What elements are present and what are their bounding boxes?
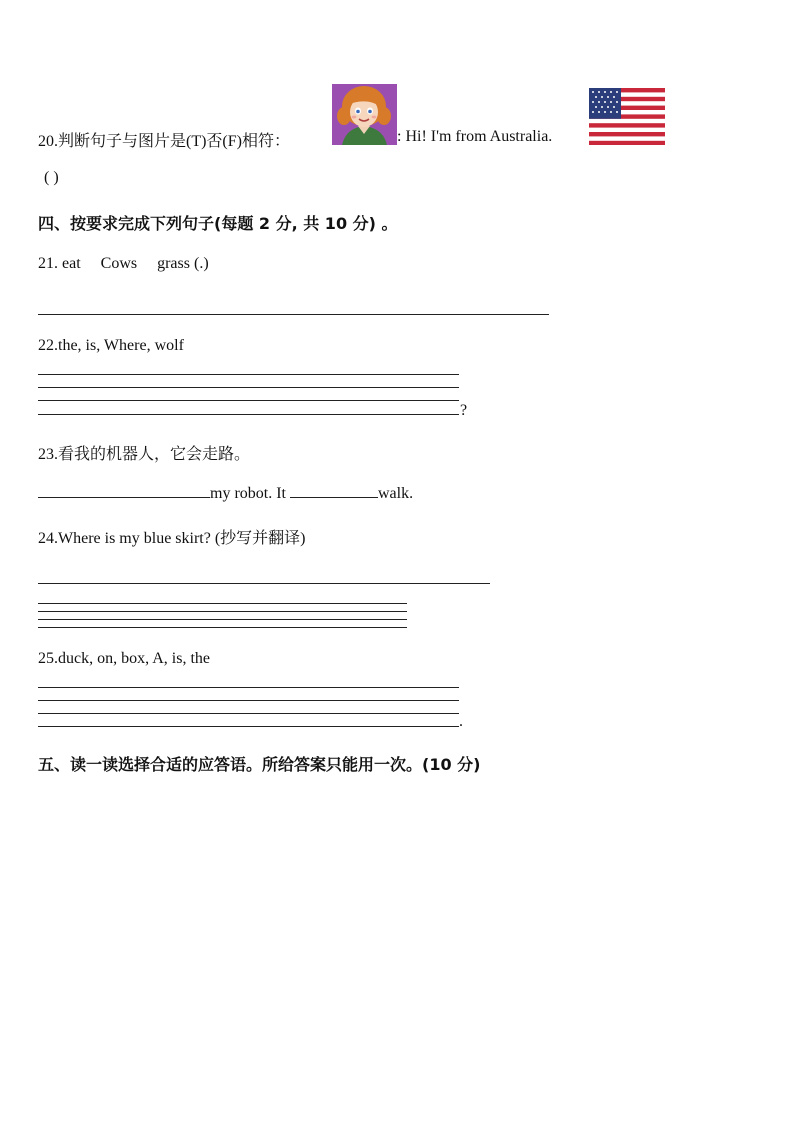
q23-blank-2[interactable]	[290, 483, 378, 498]
q25-writing-line-1[interactable]	[38, 687, 459, 688]
q25-period: .	[459, 713, 463, 730]
q25-writing-line-3[interactable]	[38, 713, 459, 714]
q22-writing-line-4[interactable]	[38, 414, 459, 415]
q20-answer-paren[interactable]: ( )	[44, 169, 59, 186]
q20-prefix: 20.判断句子与图片是(T)否(F)相符：	[38, 133, 290, 150]
q22-writing-line-3[interactable]	[38, 400, 459, 401]
q21-answer-line[interactable]	[38, 314, 549, 315]
q23-prompt: 23.看我的机器人，它会走路。	[38, 446, 251, 463]
q24-prompt: 24.Where is my blue skirt? (抄写并翻译)	[38, 530, 306, 547]
q24-translate-line-2[interactable]	[38, 611, 407, 612]
q24-translate-line-4[interactable]	[38, 627, 407, 628]
section4-heading: 四、按要求完成下列句子(每题 2 分, 共 10 分) 。	[38, 214, 398, 233]
girl-portrait-icon	[332, 84, 397, 145]
q22-writing-line-2[interactable]	[38, 387, 459, 388]
q25-writing-line-4[interactable]	[38, 726, 459, 727]
usa-flag-icon	[589, 88, 665, 145]
section5-heading: 五、读一读选择合适的应答语。所给答案只能用一次。(10 分)	[38, 755, 481, 774]
q23-fill-sentence	[38, 483, 413, 503]
q22-question-mark: ?	[460, 402, 468, 419]
q24-translate-line-1[interactable]	[38, 603, 407, 604]
q23-blank-1[interactable]	[38, 483, 210, 498]
q25-prompt: 25.duck, on, box, A, is, the	[38, 650, 210, 667]
q24-copy-line[interactable]	[38, 583, 490, 584]
q23-part1: my robot. It	[210, 485, 290, 502]
q22-writing-line-1[interactable]	[38, 374, 459, 375]
q21-prompt: 21. eat Cows grass (.)	[38, 255, 209, 272]
q20-sentence: : Hi! I'm from Australia.	[397, 128, 553, 145]
q23-part2: walk.	[378, 485, 414, 502]
q24-translate-line-3[interactable]	[38, 619, 407, 620]
q25-writing-line-2[interactable]	[38, 700, 459, 701]
q22-prompt: 22.the, is, Where, wolf	[38, 337, 184, 354]
